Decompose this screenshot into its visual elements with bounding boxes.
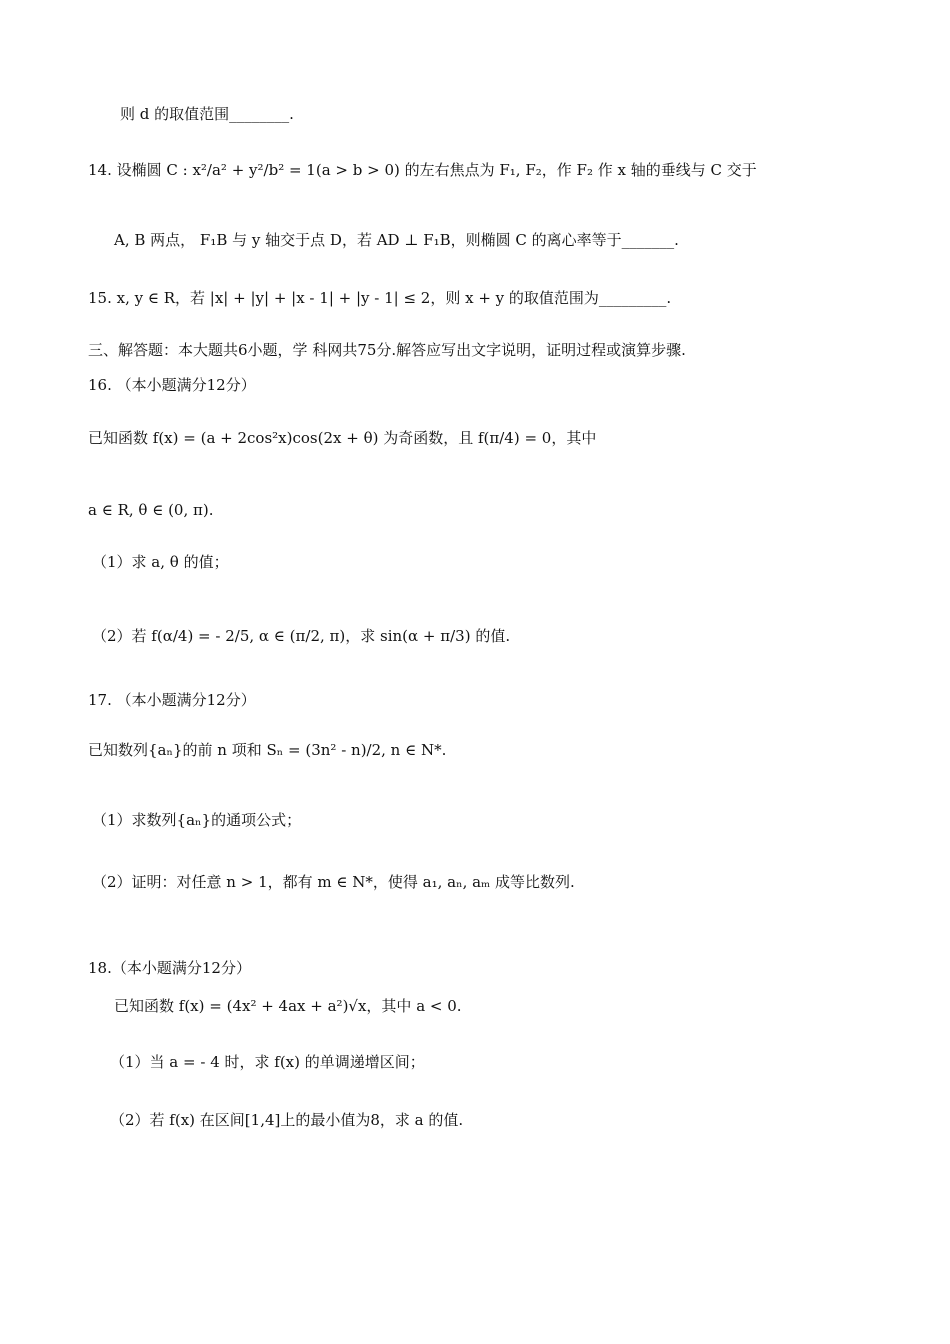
problem-18-title: 18.（本小题满分12分） [88,959,251,977]
problem-16-title: 16. （本小题满分12分） [88,376,256,394]
problem-17-stem: 已知数列{aₙ}的前 n 项和 Sₙ = (3n² - n)/2, n ∈ N*. [88,741,447,759]
problem-18-stem: 已知函数 f(x) = (4x² + 4ax + a²)√x，其中 a < 0. [114,997,462,1015]
problem-18-part-1: （1）当 a = - 4 时，求 f(x) 的单调递增区间； [110,1053,425,1071]
problem-17-part-1: （1）求数列{aₙ}的通项公式； [92,811,302,829]
problem-16-conditions: a ∈ R, θ ∈ (0, π). [88,501,214,519]
problem-17-part-2: （2）证明：对任意 n > 1，都有 m ∈ N*，使得 a₁, aₙ, aₘ 成等比数列. [92,873,575,891]
problem-16-stem: 已知函数 f(x) = (a + 2cos²x)cos(2x + θ) 为奇函数，且 f(π/4) = 0，其中 [88,429,597,447]
problem-16-part-1: （1）求 a, θ 的值； [92,553,229,571]
problem-14-line-1: 14. 设椭圆 C : x²/a² + y²/b² = 1(a > b > 0) 的左右焦点为 F₁, F₂，作 F₂ 作 x 轴的垂线与 C 交于 [88,161,757,179]
problem-14-line-2: A, B 两点， F₁B 与 y 轴交于点 D，若 AD ⊥ F₁B，则椭圆 C 的离心率等于_______. [114,231,679,249]
problem-16-part-2: （2）若 f(α/4) = - 2/5, α ∈ (π/2, π)，求 sin(α + π/3) 的值. [92,627,511,645]
problem-17-title: 17. （本小题满分12分） [88,691,256,709]
problem-18-part-2: （2）若 f(x) 在区间[1,4]上的最小值为8，求 a 的值. [110,1111,464,1129]
section-heading: 三、解答题：本大题共6小题，学 科网共75分.解答应写出文字说明，证明过程或演算步骤. [88,341,686,359]
text-line-1: 则 d 的取值范围________. [120,105,294,123]
problem-15: 15. x, y ∈ R，若 |x| + |y| + |x - 1| + |y - 1| ≤ 2，则 x + y 的取值范围为_________. [88,289,672,307]
